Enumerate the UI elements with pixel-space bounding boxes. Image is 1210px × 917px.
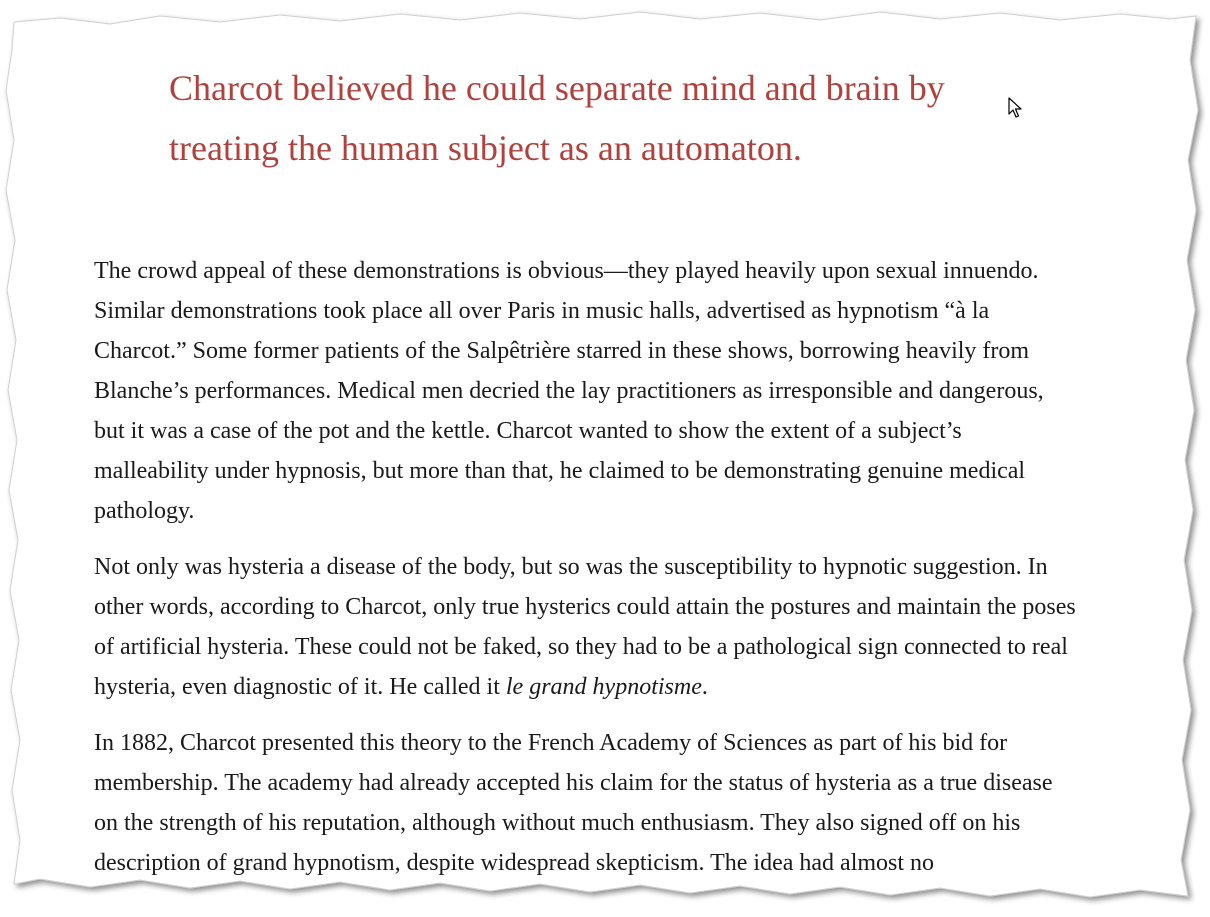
- paragraph-2-emphasis: le grand hypnotisme: [505, 674, 702, 700]
- pull-quote: Charcot believed he could separate mind and brain by treating the human subject as an automaton.: [169, 68, 945, 168]
- paragraph-2-end: .: [701, 674, 708, 700]
- paragraph-2-text: Not only was hysteria a disease of the body, but so was the susceptibility to hypnotic suggestion. In other words, according to Charcot, only true hysterics could attain the postures and maintain the poses of artificial hysteria. These could not be faked, so they had to be a pathological sign connected to real hysteria, even diagnostic of it. He called it: [94, 554, 1076, 700]
- paragraph-1: The crowd appeal of these demonstrations is obvious—they played heavily upon sexual innuendo. Similar demonstrations took place all over Paris in music halls, advertised as hypnotism “à la Charcot.” Some former patients of the Salpêtrière starred in these shows, borrowing heavily from Blanche’s performances. Medical men decried the lay practitioners as irresponsible and dangerous, but it was a case of the pot and the kettle. Charcot wanted to show the extent of a subject’s malleability under hypnosis, but more than that, he claimed to be demonstrating genuine medical pathology.: [94, 258, 1044, 524]
- mouse-pointer-icon: [1008, 97, 1024, 119]
- paragraph-2: [94, 547, 1079, 707]
- article-body: [94, 251, 1079, 899]
- paragraph-3: In 1882, Charcot presented this theory to the French Academy of Sciences as part of his bid for membership. The academy had already accepted his claim for the status of hysteria as a true disease on the strength of his reputation, although without much enthusiasm. They also signed off on his description of grand hypnotism, despite widespread skepticism. The idea had almost no: [94, 730, 1053, 876]
